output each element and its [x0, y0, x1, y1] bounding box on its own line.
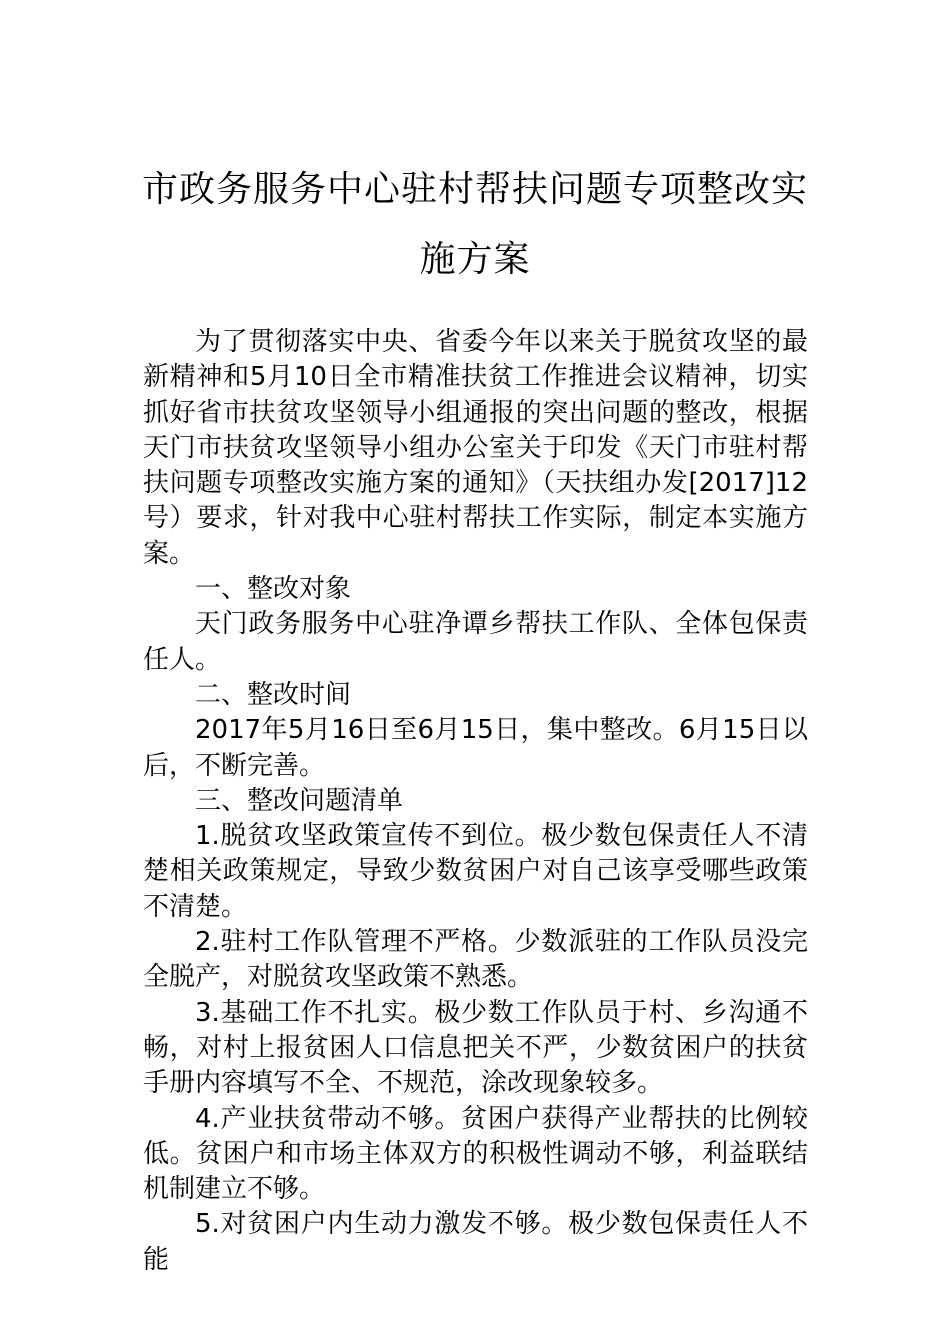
problem-item-2: 2.驻村工作队管理不严格。少数派驻的工作队员没完全脱产，对脱贫攻坚政策不熟悉。: [143, 927, 808, 993]
problem-item-1: 1.脱贫攻坚政策宣传不到位。极少数包保责任人不清楚相关政策规定，导致少数贫困户对自己该享受哪些政策不清楚。: [143, 821, 808, 922]
problem-item-5: 5.对贫困户内生动力激发不够。极少数包保责任人不能: [143, 1209, 808, 1275]
section-heading-problem-list: 三、整改问题清单: [195, 785, 404, 816]
document-body: [143, 325, 808, 1278]
document-title-line-2: 施方案: [419, 239, 531, 280]
problem-item-3: 3.基础工作不扎实。极少数工作队员于村、乡沟通不畅，对村上报贫困人口信息把关不严，少数贫困户的扶贫手册内容填写不全、不规范，涂改现象较多。: [143, 997, 808, 1099]
section-heading-rectification-time: 二、整改时间: [195, 679, 352, 710]
rectification-target-paragraph: 天门政务服务中心驻净谭乡帮扶工作队、全体包保责任人。: [143, 609, 808, 675]
problem-item-4: 4.产业扶贫带动不够。贫困户获得产业帮扶的比例较低。贫困户和市场主体双方的积极性调动不够，利益联结机制建立不够。: [143, 1103, 808, 1205]
rectification-time-paragraph: 2017年5月16日至6月15日，集中整改。6月15日以后，不断完善。: [143, 715, 808, 781]
intro-paragraph: 为了贯彻落实中央、省委今年以来关于脱贫攻坚的最新精神和5月10日全市精准扶贫工作推进会议精神，切实抓好省市扶贫攻坚领导小组通报的突出问题的整改，根据天门市扶贫攻坚领导小组办公室关于印发《天门市驻村帮扶问题专项整改实施方案的通知》（天扶组办发[2017]12号）要求，针对我中心驻村帮扶工作实际，制定本实施方案。: [143, 327, 808, 569]
document-title-line-1: 市政务服务中心驻村帮扶问题专项整改实: [141, 169, 808, 210]
section-heading-rectification-target: 一、整改对象: [195, 574, 352, 605]
